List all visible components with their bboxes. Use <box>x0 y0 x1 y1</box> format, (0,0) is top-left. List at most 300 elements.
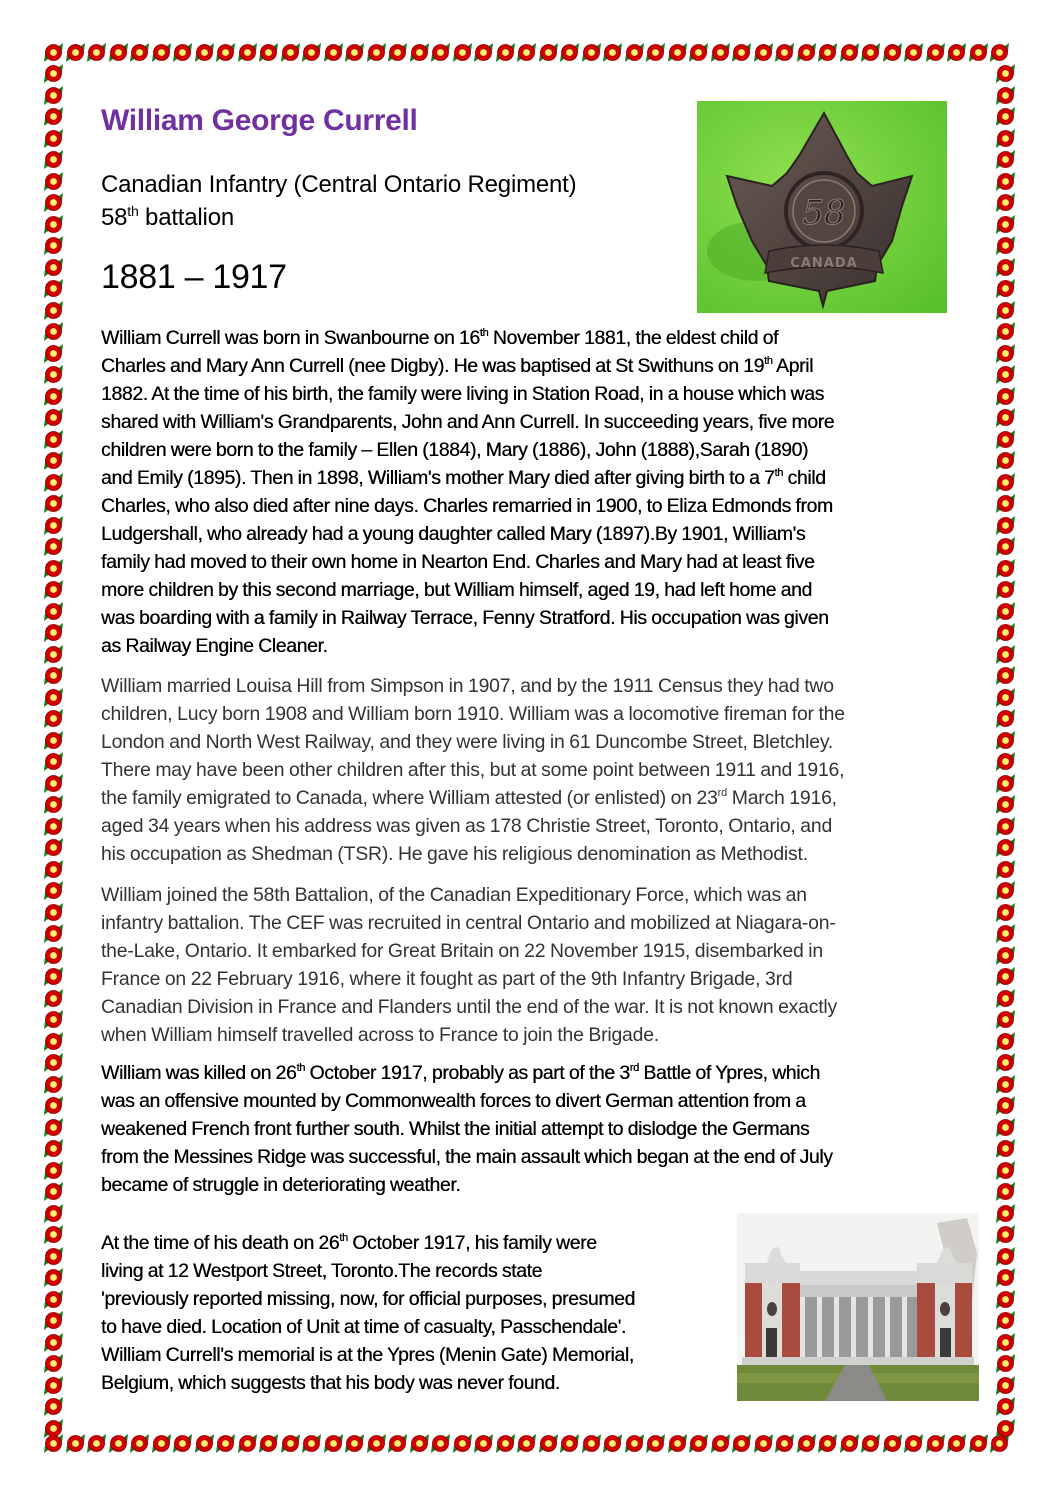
flower-icon <box>995 1203 1016 1225</box>
flower-icon <box>452 42 474 64</box>
flower-icon <box>280 1433 302 1455</box>
menin-gate-memorial-photo-icon <box>737 1213 979 1401</box>
text-segment: children, Lucy born 1908 and William born 1910. William was a locomotive fireman for the <box>101 703 845 725</box>
flower-icon <box>43 515 64 537</box>
flower-icon <box>860 1433 882 1455</box>
flower-icon <box>995 493 1016 515</box>
text-segment: was an offensive mounted by Commonwealth forces to divert German attention from a <box>101 1090 806 1112</box>
flower-icon <box>43 902 64 924</box>
text-segment: France on 22 February 1916, where it fought as part of the 9th Infantry Brigade, 3rd <box>101 968 793 990</box>
flower-icon <box>731 1433 753 1455</box>
flower-icon <box>43 171 64 193</box>
flower-border-left <box>43 63 64 1439</box>
paragraph-marriage-emigration <box>101 672 961 868</box>
ordinal-suffix: th <box>479 327 489 339</box>
flower-icon <box>129 1433 151 1455</box>
regiment-block <box>101 168 576 234</box>
text-segment: the-Lake, Ontario. It embarked for Great Britain on 22 November 1915, disembarked in <box>101 940 823 962</box>
text-segment: William Currell was born in Swanbourne on 16 <box>101 327 480 349</box>
flower-icon <box>43 644 64 666</box>
flower-icon <box>43 859 64 881</box>
battalion-ordinal: th <box>127 203 139 219</box>
text-line <box>101 1059 961 1087</box>
flower-icon <box>995 622 1016 644</box>
flower-icon <box>995 1009 1016 1031</box>
flower-icon <box>301 1433 323 1455</box>
flower-icon <box>43 235 64 257</box>
flower-icon <box>43 1224 64 1246</box>
flower-icon <box>43 1267 64 1289</box>
flower-icon <box>43 794 64 816</box>
flower-icon <box>538 1433 560 1455</box>
text-segment: aged 34 years when his address was given as 178 Christie Street, Toronto, Ontario, and <box>101 815 833 837</box>
text-line <box>101 812 961 840</box>
text-segment: At the time of his death on 26 <box>101 1232 340 1254</box>
text-segment: infantry battalion. The CEF was recruited in central Ontario and mobilized at Niagara-on- <box>101 912 836 934</box>
flower-icon <box>710 1433 732 1455</box>
flower-icon <box>43 1031 64 1053</box>
text-line <box>101 1087 961 1115</box>
text-line <box>101 1021 961 1049</box>
flower-icon <box>43 1074 64 1096</box>
flower-icon <box>995 235 1016 257</box>
flower-icon <box>43 1418 64 1440</box>
text-segment: Charles, who also died after nine days. Charles remarried in 1900, to Eliza Edmonds from <box>101 495 833 517</box>
flower-icon <box>473 1433 495 1455</box>
flower-icon <box>581 1433 603 1455</box>
text-line <box>101 756 961 784</box>
flower-icon <box>995 1052 1016 1074</box>
flower-icon <box>43 1375 64 1397</box>
flower-icon <box>995 1224 1016 1246</box>
text-segment: was boarding with a family in Railway Terrace, Fenny Stratford. His occupation was given <box>101 607 829 629</box>
text-line <box>101 993 961 1021</box>
text-segment: when William himself travelled across to France to join the Brigade. <box>101 1024 659 1046</box>
paragraph-58th-battalion <box>101 881 961 1049</box>
flower-icon <box>817 42 839 64</box>
flower-icon <box>995 343 1016 365</box>
flower-icon <box>43 472 64 494</box>
flower-icon <box>215 1433 237 1455</box>
text-line <box>101 492 961 520</box>
flower-icon <box>968 42 990 64</box>
flower-icon <box>43 988 64 1010</box>
flower-icon <box>151 42 173 64</box>
flower-icon <box>43 579 64 601</box>
flower-icon <box>995 945 1016 967</box>
badge-number: 58 <box>802 193 846 233</box>
flower-icon <box>995 859 1016 881</box>
text-segment: as Railway Engine Cleaner. <box>101 635 328 657</box>
flower-icon <box>995 601 1016 623</box>
flower-icon <box>43 1353 64 1375</box>
text-line <box>101 548 961 576</box>
life-years: 1881 – 1917 <box>101 258 287 296</box>
flower-icon <box>108 1433 130 1455</box>
flower-icon <box>43 1181 64 1203</box>
flower-icon <box>995 63 1016 85</box>
flower-icon <box>995 902 1016 924</box>
flower-icon <box>995 816 1016 838</box>
flower-icon <box>995 429 1016 451</box>
flower-icon <box>43 1332 64 1354</box>
flower-icon <box>995 1353 1016 1375</box>
flower-icon <box>753 1433 775 1455</box>
text-segment: William joined the 58th Battalion, of the Canadian Expeditionary Force, which was an <box>101 884 807 906</box>
flower-icon <box>172 42 194 64</box>
flower-icon <box>995 1031 1016 1053</box>
text-segment: Canadian Division in France and Flanders until the end of the war. It is not known exactly <box>101 996 838 1018</box>
flower-icon <box>43 429 64 451</box>
flower-icon <box>43 278 64 300</box>
text-segment: Belgium, which suggests that his body was never found. <box>101 1372 560 1394</box>
flower-icon <box>903 42 925 64</box>
ordinal-suffix: rd <box>629 1062 639 1074</box>
flower-icon <box>839 1433 861 1455</box>
flower-icon <box>995 1074 1016 1096</box>
ordinal-suffix: rd <box>717 787 728 799</box>
text-line <box>101 728 961 756</box>
flower-icon <box>151 1433 173 1455</box>
ordinal-suffix: th <box>339 1232 348 1244</box>
text-segment: and Emily (1895). Then in 1898, William's mother Mary died after giving birth to a 7 <box>101 467 775 489</box>
text-line <box>101 1341 726 1369</box>
text-segment: to have died. Location of Unit at time of casualty, Passchendale'. <box>101 1316 626 1338</box>
flower-icon <box>995 773 1016 795</box>
flower-icon <box>995 794 1016 816</box>
flower-icon <box>903 1433 925 1455</box>
flower-icon <box>194 1433 216 1455</box>
flower-icon <box>667 42 689 64</box>
text-segment: became of struggle in deteriorating weather. <box>101 1174 461 1196</box>
flower-icon <box>43 1009 64 1031</box>
flower-icon <box>43 665 64 687</box>
flower-icon <box>995 1375 1016 1397</box>
text-segment: October 1917, probably as part of the 3 <box>304 1062 630 1084</box>
flower-icon <box>995 558 1016 580</box>
flower-icon <box>43 128 64 150</box>
paragraph-birth-family <box>101 324 961 660</box>
flower-icon <box>43 1138 64 1160</box>
flower-icon <box>108 42 130 64</box>
flower-icon <box>602 1433 624 1455</box>
ordinal-suffix: th <box>296 1062 305 1074</box>
flower-icon <box>387 42 409 64</box>
flower-border-bottom <box>43 1433 1011 1454</box>
flower-icon <box>43 1117 64 1139</box>
text-line <box>101 1369 726 1397</box>
flower-icon <box>995 257 1016 279</box>
flower-icon <box>559 1433 581 1455</box>
flower-icon <box>43 257 64 279</box>
flower-icon <box>995 321 1016 343</box>
flower-icon <box>43 1095 64 1117</box>
flower-border-top <box>43 42 1011 63</box>
flower-icon <box>344 42 366 64</box>
flower-icon <box>995 1418 1016 1440</box>
text-line <box>101 1115 961 1143</box>
flower-icon <box>688 1433 710 1455</box>
flower-icon <box>710 42 732 64</box>
flower-icon <box>43 1203 64 1225</box>
flower-icon <box>86 1433 108 1455</box>
flower-icon <box>995 450 1016 472</box>
text-segment: living at 12 Westport Street, Toronto.The records state <box>101 1260 543 1282</box>
text-segment: from the Messines Ridge was successful, the main assault which began at the end of July <box>101 1146 833 1168</box>
flower-icon <box>43 300 64 322</box>
flower-icon <box>194 42 216 64</box>
text-line <box>101 632 961 660</box>
flower-icon <box>43 42 65 64</box>
flower-icon <box>43 1160 64 1182</box>
cap-badge-photo <box>697 101 947 313</box>
paragraph-memorial <box>101 1229 726 1397</box>
text-line <box>101 840 961 868</box>
ordinal-suffix: th <box>774 467 783 479</box>
flower-icon <box>796 42 818 64</box>
flower-icon <box>925 1433 947 1455</box>
flower-icon <box>995 730 1016 752</box>
flower-icon <box>43 1396 64 1418</box>
flower-icon <box>43 708 64 730</box>
flower-icon <box>215 42 237 64</box>
text-segment: London and North West Railway, and they were living in 61 Duncombe Street, Bletchley. <box>101 731 834 753</box>
flower-icon <box>430 1433 452 1455</box>
flower-icon <box>323 42 345 64</box>
flower-icon <box>43 816 64 838</box>
flower-icon <box>667 1433 689 1455</box>
text-segment: November 1881, the eldest child of <box>488 327 779 349</box>
text-line <box>101 1171 961 1199</box>
flower-icon <box>86 42 108 64</box>
flower-icon <box>774 42 796 64</box>
flower-icon <box>43 687 64 709</box>
flower-icon <box>43 192 64 214</box>
flower-icon <box>995 1117 1016 1139</box>
flower-icon <box>43 85 64 107</box>
flower-icon <box>995 300 1016 322</box>
flower-icon <box>602 42 624 64</box>
flower-icon <box>43 1289 64 1311</box>
flower-icon <box>323 1433 345 1455</box>
text-segment: William married Louisa Hill from Simpson in 1907, and by the 1911 Census they had two <box>101 675 834 697</box>
flower-icon <box>43 601 64 623</box>
flower-icon <box>43 63 64 85</box>
page-title: William George Currell <box>101 104 418 137</box>
flower-icon <box>995 1138 1016 1160</box>
flower-icon <box>995 966 1016 988</box>
flower-icon <box>43 343 64 365</box>
flower-icon <box>43 407 64 429</box>
text-line <box>101 672 961 700</box>
flower-icon <box>516 1433 538 1455</box>
text-segment: William Currell's memorial is at the Ypres (Menin Gate) Memorial, <box>101 1344 634 1366</box>
text-segment: children were born to the family – Ellen (1884), Mary (1886), John (1888),Sarah (1890) <box>101 439 809 461</box>
text-line <box>101 352 961 380</box>
flower-icon <box>882 42 904 64</box>
flower-icon <box>43 1246 64 1268</box>
flower-icon <box>366 1433 388 1455</box>
maple-leaf-cap-badge-icon <box>697 101 947 313</box>
text-segment: Battle of Ypres, which <box>638 1062 820 1084</box>
text-line <box>101 937 961 965</box>
text-line <box>101 324 961 352</box>
flower-icon <box>495 42 517 64</box>
flower-icon <box>43 493 64 515</box>
flower-icon <box>559 42 581 64</box>
text-line <box>101 436 961 464</box>
flower-icon <box>753 42 775 64</box>
flower-icon <box>387 1433 409 1455</box>
flower-icon <box>43 837 64 859</box>
flower-icon <box>995 665 1016 687</box>
flower-icon <box>43 149 64 171</box>
flower-icon <box>43 923 64 945</box>
flower-icon <box>995 1310 1016 1332</box>
flower-icon <box>624 1433 646 1455</box>
flower-icon <box>129 42 151 64</box>
flower-icon <box>237 1433 259 1455</box>
flower-icon <box>817 1433 839 1455</box>
flower-icon <box>43 945 64 967</box>
flower-icon <box>43 966 64 988</box>
flower-icon <box>995 579 1016 601</box>
text-line <box>101 408 961 436</box>
flower-icon <box>172 1433 194 1455</box>
text-segment: the family emigrated to Canada, where William attested (or enlisted) on 23 <box>101 787 718 809</box>
text-segment: child <box>782 467 826 489</box>
text-segment: shared with William's Grandparents, John and Ann Currell. In succeeding years, five more <box>101 411 835 433</box>
flower-icon <box>995 708 1016 730</box>
flower-icon <box>995 536 1016 558</box>
text-segment: Charles and Mary Ann Currell (nee Digby). He was baptised at St Swithuns on 19 <box>101 355 765 377</box>
flower-icon <box>43 1310 64 1332</box>
flower-icon <box>995 1095 1016 1117</box>
text-segment: family had moved to their own home in Nearton End. Charles and Mary had at least five <box>101 551 815 573</box>
flower-icon <box>43 386 64 408</box>
flower-icon <box>43 321 64 343</box>
flower-icon <box>409 42 431 64</box>
text-line <box>101 909 961 937</box>
ordinal-suffix: th <box>764 355 773 367</box>
flower-icon <box>995 515 1016 537</box>
text-segment: There may have been other children after this, but at some point between 1911 and 1916, <box>101 759 845 781</box>
flower-icon <box>989 42 1011 64</box>
flower-icon <box>968 1433 990 1455</box>
flower-icon <box>43 773 64 795</box>
flower-icon <box>774 1433 796 1455</box>
flower-icon <box>688 42 710 64</box>
flower-icon <box>860 42 882 64</box>
text-line <box>101 700 961 728</box>
text-line <box>101 380 961 408</box>
flower-icon <box>731 42 753 64</box>
flower-icon <box>839 42 861 64</box>
flower-icon <box>344 1433 366 1455</box>
text-segment: weakened French front further south. Whilst the initial attempt to dislodge the Germans <box>101 1118 810 1140</box>
text-line <box>101 520 961 548</box>
text-segment: 'previously reported missing, now, for official purposes, presumed <box>101 1288 635 1310</box>
text-line <box>101 784 961 812</box>
flower-icon <box>995 687 1016 709</box>
flower-icon <box>65 1433 87 1455</box>
flower-icon <box>624 42 646 64</box>
flower-icon <box>995 472 1016 494</box>
battalion-line <box>101 201 576 234</box>
text-segment: William was killed on 26 <box>101 1062 297 1084</box>
flower-icon <box>995 214 1016 236</box>
text-line <box>101 1285 726 1313</box>
flower-icon <box>473 42 495 64</box>
flower-icon <box>995 128 1016 150</box>
flower-icon <box>995 1160 1016 1182</box>
menin-gate-photo <box>737 1213 979 1401</box>
flower-icon <box>43 214 64 236</box>
badge-banner: CANADA <box>790 256 858 271</box>
flower-icon <box>43 880 64 902</box>
text-segment: more children by this second marriage, but William himself, aged 19, had left home and <box>101 579 812 601</box>
flower-icon <box>43 622 64 644</box>
flower-icon <box>995 880 1016 902</box>
flower-icon <box>995 923 1016 945</box>
flower-icon <box>995 1289 1016 1311</box>
text-line <box>101 1229 726 1257</box>
text-line <box>101 1257 726 1285</box>
flower-icon <box>43 536 64 558</box>
flower-icon <box>409 1433 431 1455</box>
flower-icon <box>366 42 388 64</box>
regiment-name: Canadian Infantry (Central Ontario Regiment) <box>101 171 577 198</box>
flower-icon <box>995 1181 1016 1203</box>
flower-icon <box>43 1052 64 1074</box>
flower-icon <box>43 364 64 386</box>
text-line <box>101 1313 726 1341</box>
flower-icon <box>65 42 87 64</box>
flower-icon <box>495 1433 517 1455</box>
flower-icon <box>995 751 1016 773</box>
flower-icon <box>946 1433 968 1455</box>
flower-icon <box>43 450 64 472</box>
flower-icon <box>995 85 1016 107</box>
flower-icon <box>995 1396 1016 1418</box>
flower-icon <box>280 42 302 64</box>
flower-icon <box>645 42 667 64</box>
flower-icon <box>995 1246 1016 1268</box>
flower-icon <box>796 1433 818 1455</box>
text-line <box>101 464 961 492</box>
flower-icon <box>43 106 64 128</box>
flower-border-right <box>995 63 1016 1439</box>
text-segment: March 1916, <box>727 787 837 809</box>
paragraph-death-ypres <box>101 1059 961 1199</box>
text-line <box>101 604 961 632</box>
text-segment: 1882. At the time of his birth, the family were living in Station Road, in a house which was <box>101 383 824 405</box>
flower-icon <box>995 386 1016 408</box>
flower-icon <box>301 42 323 64</box>
flower-icon <box>925 42 947 64</box>
flower-icon <box>516 42 538 64</box>
text-segment: Ludgershall, who already had a young daughter called Mary (1897).By 1901, William's <box>101 523 806 545</box>
flower-icon <box>995 364 1016 386</box>
flower-icon <box>430 42 452 64</box>
flower-icon <box>237 42 259 64</box>
flower-icon <box>995 644 1016 666</box>
text-line <box>101 1143 961 1171</box>
flower-icon <box>995 988 1016 1010</box>
battalion-word: battalion <box>138 204 234 231</box>
battalion-number: 58 <box>101 204 128 231</box>
text-segment: his occupation as Shedman (TSR). He gave his religious denomination as Methodist. <box>101 843 808 865</box>
